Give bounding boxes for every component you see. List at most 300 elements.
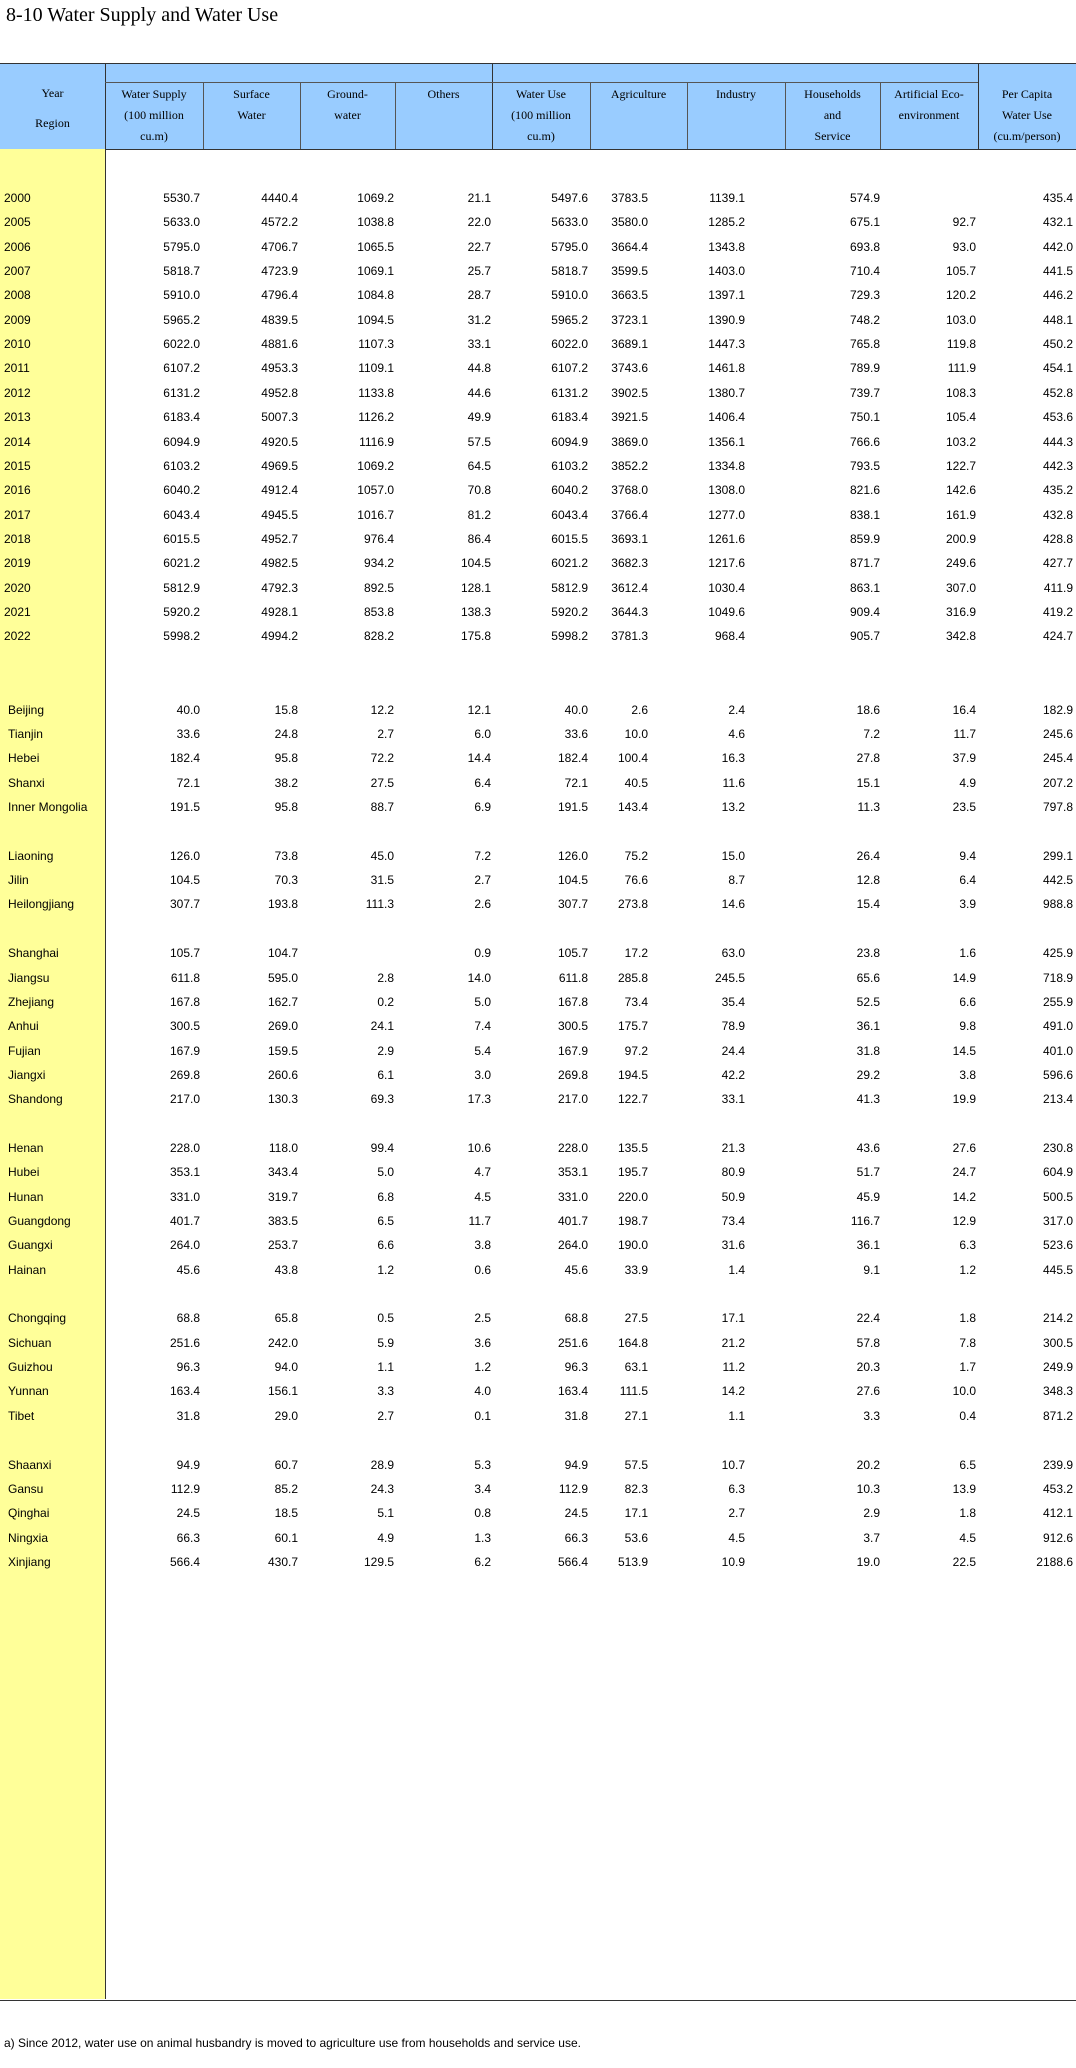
header-line: Water Supply — [121, 87, 187, 101]
cell-surface-water: 104.7 — [267, 946, 298, 961]
cell-per-capita: 453.2 — [1042, 1481, 1073, 1496]
cell-per-capita: 239.9 — [1042, 1457, 1073, 1472]
cell-households-service: 859.9 — [849, 531, 880, 546]
header-line: environment — [898, 108, 960, 122]
cell-groundwater: 0.2 — [377, 994, 394, 1009]
cell-agriculture: 194.5 — [617, 1067, 648, 1082]
region-label: Shandong — [8, 1092, 63, 1107]
cell-artificial-eco: 1.6 — [959, 946, 976, 961]
cell-groundwater: 1069.1 — [357, 264, 394, 279]
region-label: Yunnan — [8, 1384, 49, 1399]
cell-water-use: 167.8 — [557, 994, 588, 1009]
cell-water-supply: 112.9 — [170, 1481, 200, 1496]
cell-surface-water: 383.5 — [267, 1214, 298, 1228]
cell-per-capita: 427.7 — [1042, 556, 1073, 571]
region-label: Beijing — [8, 702, 45, 717]
header-line: Per Capita — [1001, 87, 1053, 101]
year-label: 2019 — [4, 556, 31, 571]
cell-groundwater: 69.3 — [370, 1092, 394, 1107]
cell-others: 25.7 — [467, 264, 491, 279]
cell-artificial-eco: 1.8 — [959, 1506, 976, 1521]
cell-per-capita: 912.6 — [1042, 1530, 1073, 1545]
cell-water-supply: 94.9 — [176, 1457, 200, 1472]
year-label: 2014 — [4, 434, 31, 449]
cell-water-use: 6022.0 — [551, 337, 588, 352]
cell-surface-water: 4920.5 — [261, 434, 298, 449]
cell-per-capita: 442.5 — [1042, 873, 1073, 888]
cell-water-use: 353.1 — [557, 1165, 588, 1180]
cell-agriculture: 76.6 — [624, 873, 648, 888]
year-label: 2021 — [4, 604, 31, 619]
region-label: Chongqing — [8, 1311, 67, 1326]
region-label: Tianjin — [8, 727, 43, 741]
cell-artificial-eco: 4.9 — [959, 775, 976, 790]
cell-water-supply: 68.8 — [176, 1311, 200, 1326]
cell-groundwater: 6.5 — [377, 1214, 394, 1228]
cell-others: 128.1 — [460, 580, 491, 595]
cell-artificial-eco: 10.0 — [952, 1384, 976, 1399]
year-label: 2009 — [4, 312, 31, 327]
cell-per-capita: 435.2 — [1042, 483, 1073, 498]
header-line: Artificial Eco- — [894, 87, 964, 101]
cell-industry: 31.6 — [721, 1238, 745, 1253]
cell-water-supply: 6103.2 — [163, 458, 200, 473]
cell-water-use: 6021.2 — [551, 556, 588, 571]
cell-water-use: 167.9 — [557, 1043, 588, 1058]
cell-groundwater: 934.2 — [363, 556, 394, 571]
cell-per-capita: 718.9 — [1042, 970, 1073, 985]
cell-water-use: 66.3 — [564, 1530, 588, 1545]
cell-per-capita: 432.8 — [1042, 507, 1073, 522]
cell-per-capita: 448.1 — [1042, 312, 1073, 327]
cell-others: 21.1 — [467, 191, 491, 205]
region-label: Sichuan — [8, 1335, 52, 1350]
header-group-rule — [105, 82, 492, 83]
region-label: Ningxia — [8, 1530, 49, 1545]
cell-groundwater: 6.8 — [377, 1189, 394, 1204]
header-line: (cu.m/person) — [993, 129, 1061, 143]
cell-households-service: 3.7 — [863, 1530, 880, 1545]
cell-agriculture: 3921.5 — [611, 410, 648, 425]
cell-artificial-eco: 342.8 — [945, 629, 976, 644]
cell-households-service: 51.7 — [856, 1165, 880, 1180]
cell-households-service: 65.6 — [856, 970, 880, 985]
cell-industry: 14.6 — [721, 897, 745, 912]
cell-water-use: 33.6 — [564, 727, 588, 741]
cell-industry: 1.4 — [728, 1262, 745, 1277]
cell-groundwater: 976.4 — [363, 531, 394, 546]
cell-surface-water: 85.2 — [274, 1481, 298, 1496]
cell-industry: 24.4 — [721, 1043, 745, 1058]
cell-water-supply: 217.0 — [169, 1092, 200, 1107]
cell-artificial-eco: 103.0 — [945, 312, 976, 327]
cell-agriculture: 273.8 — [617, 897, 648, 912]
cell-surface-water: 260.6 — [267, 1067, 298, 1082]
cell-surface-water: 4440.4 — [261, 191, 298, 205]
year-label: 2011 — [4, 361, 30, 376]
cell-agriculture: 3852.2 — [611, 458, 648, 473]
cell-surface-water: 95.8 — [274, 751, 298, 766]
region-label: Henan — [8, 1140, 44, 1155]
cell-artificial-eco: 0.4 — [959, 1408, 976, 1423]
cell-groundwater: 72.2 — [370, 751, 394, 766]
cell-water-supply: 6022.0 — [163, 337, 200, 352]
cell-agriculture: 17.2 — [624, 946, 648, 961]
header-line: Surface — [233, 87, 270, 101]
region-label: Xinjiang — [8, 1554, 51, 1569]
cell-per-capita: 444.3 — [1042, 434, 1073, 449]
cell-water-use: 72.1 — [564, 775, 588, 790]
cell-industry: 33.1 — [721, 1092, 745, 1107]
cell-others: 6.0 — [474, 727, 491, 741]
cell-water-supply: 6107.2 — [163, 361, 200, 376]
cell-groundwater: 2.7 — [377, 1408, 394, 1423]
cell-water-use: 228.0 — [557, 1140, 588, 1155]
cell-groundwater: 1133.8 — [358, 385, 394, 400]
cell-artificial-eco: 14.9 — [952, 970, 976, 985]
region-row — [0, 1400, 1076, 1432]
cell-agriculture: 3902.5 — [611, 385, 648, 400]
cell-industry: 11.2 — [722, 1360, 745, 1375]
cell-artificial-eco: 3.8 — [959, 1067, 976, 1082]
header-line: Year — [41, 86, 64, 100]
cell-households-service: 27.6 — [856, 1384, 880, 1399]
cell-agriculture: 3768.0 — [611, 483, 648, 498]
cell-surface-water: 319.7 — [267, 1189, 298, 1204]
region-label: Shanxi — [8, 775, 45, 790]
cell-water-use: 566.4 — [557, 1554, 588, 1569]
header-line: Others — [427, 87, 460, 101]
cell-surface-water: 4928.1 — [261, 604, 298, 619]
cell-industry: 1139.1 — [709, 191, 745, 205]
cell-surface-water: 24.8 — [274, 727, 298, 741]
cell-water-supply: 264.0 — [169, 1238, 200, 1253]
cell-water-supply: 6094.9 — [163, 434, 200, 449]
cell-agriculture: 82.3 — [624, 1481, 648, 1496]
cell-agriculture: 220.0 — [617, 1189, 648, 1204]
cell-water-use: 6183.4 — [551, 410, 588, 425]
cell-per-capita: 2188.6 — [1036, 1554, 1073, 1569]
cell-households-service: 693.8 — [849, 239, 880, 254]
cell-surface-water: 29.0 — [274, 1408, 298, 1423]
cell-households-service: 36.1 — [856, 1238, 880, 1253]
cell-industry: 245.5 — [714, 970, 745, 985]
cell-industry: 15.0 — [721, 848, 745, 863]
year-label: 2020 — [4, 580, 31, 595]
cell-industry: 1261.6 — [708, 531, 745, 546]
cell-agriculture: 57.5 — [624, 1457, 648, 1472]
cell-industry: 2.4 — [728, 702, 745, 717]
cell-agriculture: 73.4 — [624, 994, 648, 1009]
cell-water-use: 94.9 — [564, 1457, 588, 1472]
cell-groundwater: 24.3 — [370, 1481, 394, 1496]
cell-water-supply: 31.8 — [176, 1408, 200, 1423]
cell-groundwater: 31.5 — [370, 873, 394, 888]
cell-households-service: 838.1 — [849, 507, 880, 522]
year-label: 2010 — [4, 337, 31, 352]
cell-groundwater: 4.9 — [377, 1530, 394, 1545]
cell-groundwater: 88.7 — [370, 800, 394, 815]
cell-groundwater: 24.1 — [370, 1019, 394, 1034]
cell-water-supply: 228.0 — [169, 1140, 200, 1155]
cell-artificial-eco: 105.7 — [945, 264, 976, 279]
cell-others: 2.6 — [474, 897, 491, 912]
cell-groundwater: 1.1 — [377, 1360, 394, 1375]
region-row — [0, 1546, 1076, 1578]
cell-per-capita: 419.2 — [1042, 604, 1073, 619]
cell-industry: 73.4 — [721, 1214, 745, 1228]
cell-groundwater: 2.9 — [377, 1043, 394, 1058]
cell-others: 49.9 — [467, 410, 491, 425]
cell-water-use: 5998.2 — [551, 629, 588, 644]
year-label: 2018 — [4, 531, 31, 546]
header-line: Industry — [716, 87, 756, 101]
cell-water-use: 6015.5 — [551, 531, 588, 546]
cell-groundwater: 3.3 — [377, 1384, 394, 1399]
cell-groundwater: 2.7 — [377, 727, 394, 741]
region-label: Gansu — [8, 1481, 44, 1496]
cell-surface-water: 94.0 — [274, 1360, 298, 1375]
header-line: Water Use — [515, 87, 566, 101]
cell-groundwater: 1057.0 — [357, 483, 394, 498]
header-line: Households — [804, 87, 861, 101]
cell-agriculture: 111.5 — [619, 1384, 648, 1399]
header-surface-water — [203, 84, 300, 126]
cell-industry: 1390.9 — [708, 312, 745, 327]
cell-agriculture: 27.5 — [624, 1311, 648, 1326]
header-line: Service — [814, 129, 851, 143]
cell-groundwater: 1107.3 — [358, 337, 394, 352]
cell-water-supply: 353.1 — [169, 1165, 200, 1180]
cell-artificial-eco: 1.2 — [959, 1262, 976, 1277]
cell-agriculture: 3693.1 — [611, 531, 648, 546]
cell-water-supply: 6131.2 — [163, 385, 200, 400]
cell-agriculture: 195.7 — [617, 1165, 648, 1180]
cell-others: 86.4 — [467, 531, 491, 546]
cell-water-use: 6040.2 — [551, 483, 588, 498]
cell-households-service: 22.4 — [856, 1311, 880, 1326]
cell-industry: 1049.6 — [708, 604, 745, 619]
cell-agriculture: 3743.6 — [611, 361, 648, 376]
cell-others: 14.4 — [467, 751, 491, 766]
cell-agriculture: 17.1 — [624, 1506, 648, 1521]
cell-water-supply: 6183.4 — [163, 410, 200, 425]
cell-per-capita: 411.9 — [1043, 580, 1073, 595]
cell-surface-water: 193.8 — [267, 897, 298, 912]
cell-industry: 2.7 — [728, 1506, 745, 1521]
cell-water-use: 401.7 — [557, 1214, 588, 1228]
cell-water-use: 6107.2 — [551, 361, 588, 376]
year-label: 2008 — [4, 288, 31, 303]
region-label: Guangdong — [8, 1214, 71, 1228]
cell-water-supply: 6021.2 — [163, 556, 200, 571]
cell-water-use: 40.0 — [564, 702, 588, 717]
header-agriculture — [590, 84, 687, 105]
cell-groundwater: 853.8 — [363, 604, 394, 619]
cell-households-service: 675.1 — [849, 215, 880, 230]
cell-artificial-eco: 12.9 — [952, 1214, 976, 1228]
cell-water-use: 6043.4 — [551, 507, 588, 522]
region-label: Hainan — [8, 1262, 47, 1277]
year-label: 2012 — [4, 385, 31, 400]
cell-groundwater: 28.9 — [370, 1457, 394, 1472]
cell-per-capita: 442.3 — [1042, 458, 1073, 473]
header-per-capita — [978, 84, 1076, 147]
cell-artificial-eco: 24.7 — [952, 1165, 976, 1180]
cell-artificial-eco: 120.2 — [945, 288, 976, 303]
cell-surface-water: 4796.4 — [261, 288, 298, 303]
cell-industry: 16.3 — [721, 751, 745, 766]
cell-water-use: 331.0 — [557, 1189, 588, 1204]
cell-agriculture: 3664.4 — [611, 239, 648, 254]
cell-groundwater: 5.1 — [377, 1506, 394, 1521]
cell-others: 0.6 — [474, 1262, 491, 1277]
year-label: 2013 — [4, 410, 31, 425]
cell-per-capita: 797.8 — [1042, 800, 1073, 815]
cell-artificial-eco: 122.7 — [945, 458, 976, 473]
cell-households-service: 871.7 — [849, 556, 880, 571]
cell-water-use: 6094.9 — [551, 434, 588, 449]
year-label: 2005 — [4, 215, 31, 230]
cell-agriculture: 97.2 — [624, 1043, 648, 1058]
cell-households-service: 750.1 — [849, 410, 880, 425]
cell-households-service: 2.9 — [863, 1506, 880, 1521]
cell-households-service: 748.2 — [849, 312, 880, 327]
cell-agriculture: 53.6 — [624, 1530, 648, 1545]
cell-surface-water: 4839.5 — [261, 312, 298, 327]
cell-households-service: 20.3 — [856, 1360, 880, 1375]
cell-artificial-eco: 16.4 — [952, 702, 976, 717]
region-label: Fujian — [8, 1043, 41, 1058]
cell-households-service: 3.3 — [863, 1408, 880, 1423]
cell-surface-water: 4969.5 — [261, 458, 298, 473]
cell-water-supply: 126.0 — [169, 848, 200, 863]
cell-others: 0.8 — [474, 1506, 491, 1521]
region-row — [0, 791, 1076, 823]
cell-surface-water: 73.8 — [274, 848, 298, 863]
header-stub — [0, 78, 105, 138]
cell-agriculture: 3869.0 — [611, 434, 648, 449]
cell-households-service: 52.5 — [856, 994, 880, 1009]
cell-surface-water: 156.1 — [267, 1384, 298, 1399]
cell-surface-water: 4952.8 — [261, 385, 298, 400]
cell-water-use: 68.8 — [564, 1311, 588, 1326]
cell-surface-water: 43.8 — [274, 1262, 298, 1277]
region-label: Shanghai — [8, 946, 59, 961]
cell-artificial-eco: 307.0 — [945, 580, 976, 595]
cell-industry: 1380.7 — [708, 385, 745, 400]
cell-industry: 1343.8 — [708, 239, 745, 254]
cell-per-capita: 214.2 — [1042, 1311, 1073, 1326]
cell-water-use: 24.5 — [564, 1506, 588, 1521]
cell-agriculture: 40.5 — [624, 775, 648, 790]
cell-water-supply: 24.5 — [176, 1506, 200, 1521]
cell-industry: 968.4 — [714, 629, 745, 644]
cell-water-use: 31.8 — [564, 1408, 588, 1423]
cell-industry: 63.0 — [721, 946, 745, 961]
header-water-use — [492, 84, 590, 147]
cell-others: 17.3 — [467, 1092, 491, 1107]
cell-agriculture: 2.6 — [631, 702, 648, 717]
cell-per-capita: 871.2 — [1042, 1408, 1073, 1423]
cell-water-use: 104.5 — [557, 873, 588, 888]
cell-groundwater: 5.9 — [377, 1335, 394, 1350]
cell-others: 0.1 — [474, 1408, 491, 1423]
cell-groundwater: 1109.1 — [358, 361, 394, 376]
cell-water-supply: 72.1 — [176, 775, 200, 790]
cell-others: 33.1 — [467, 337, 491, 352]
cell-households-service: 31.8 — [856, 1043, 880, 1058]
cell-per-capita: 491.0 — [1042, 1019, 1073, 1034]
header-water-supply — [105, 84, 203, 147]
region-label: Jilin — [8, 873, 29, 888]
cell-artificial-eco: 93.0 — [952, 239, 976, 254]
cell-others: 44.8 — [467, 361, 491, 376]
cell-surface-water: 269.0 — [267, 1019, 298, 1034]
cell-per-capita: 453.6 — [1042, 410, 1073, 425]
cell-households-service: 20.2 — [856, 1457, 880, 1472]
cell-water-use: 5818.7 — [551, 264, 588, 279]
cell-water-supply: 566.4 — [169, 1554, 200, 1569]
cell-artificial-eco: 1.7 — [959, 1360, 976, 1375]
cell-water-use: 5910.0 — [551, 288, 588, 303]
water-table — [0, 63, 1076, 2001]
cell-groundwater: 892.5 — [363, 580, 394, 595]
cell-industry: 21.3 — [721, 1140, 745, 1155]
cell-households-service: 23.8 — [856, 946, 880, 961]
cell-households-service: 45.9 — [856, 1189, 880, 1204]
cell-industry: 1334.8 — [708, 458, 745, 473]
cell-artificial-eco: 142.6 — [945, 483, 976, 498]
cell-surface-water: 60.7 — [274, 1457, 298, 1472]
cell-households-service: 765.8 — [849, 337, 880, 352]
cell-water-supply: 5965.2 — [163, 312, 200, 327]
cell-households-service: 710.4 — [849, 264, 880, 279]
cell-households-service: 10.3 — [856, 1481, 880, 1496]
cell-water-supply: 45.6 — [176, 1262, 200, 1277]
cell-surface-water: 253.7 — [267, 1238, 298, 1253]
cell-households-service: 766.6 — [849, 434, 880, 449]
cell-agriculture: 100.4 — [617, 751, 648, 766]
cell-artificial-eco: 27.6 — [952, 1140, 976, 1155]
cell-industry: 1397.1 — [708, 288, 745, 303]
cell-water-use: 45.6 — [564, 1262, 588, 1277]
cell-surface-water: 4572.2 — [261, 215, 298, 230]
cell-industry: 1403.0 — [708, 264, 745, 279]
cell-others: 64.5 — [467, 458, 491, 473]
cell-others: 175.8 — [460, 629, 491, 644]
cell-per-capita: 452.8 — [1042, 385, 1073, 400]
cell-others: 6.2 — [474, 1554, 491, 1569]
cell-per-capita: 299.1 — [1042, 848, 1073, 863]
cell-surface-water: 430.7 — [267, 1554, 298, 1569]
cell-artificial-eco: 1.8 — [959, 1311, 976, 1326]
cell-groundwater: 2.8 — [377, 970, 394, 985]
cell-surface-water: 4982.5 — [261, 556, 298, 571]
cell-groundwater: 1016.7 — [357, 507, 394, 522]
cell-agriculture: 3580.0 — [611, 215, 648, 230]
cell-per-capita: 213.4 — [1042, 1092, 1073, 1107]
cell-surface-water: 4952.7 — [261, 531, 298, 546]
cell-water-supply: 163.4 — [169, 1384, 200, 1399]
cell-water-use: 5920.2 — [551, 604, 588, 619]
cell-agriculture: 198.7 — [617, 1214, 648, 1228]
cell-industry: 1308.0 — [708, 483, 745, 498]
cell-artificial-eco: 161.9 — [945, 507, 976, 522]
cell-water-use: 307.7 — [557, 897, 588, 912]
cell-others: 7.2 — [474, 848, 491, 863]
cell-industry: 1277.0 — [708, 507, 745, 522]
